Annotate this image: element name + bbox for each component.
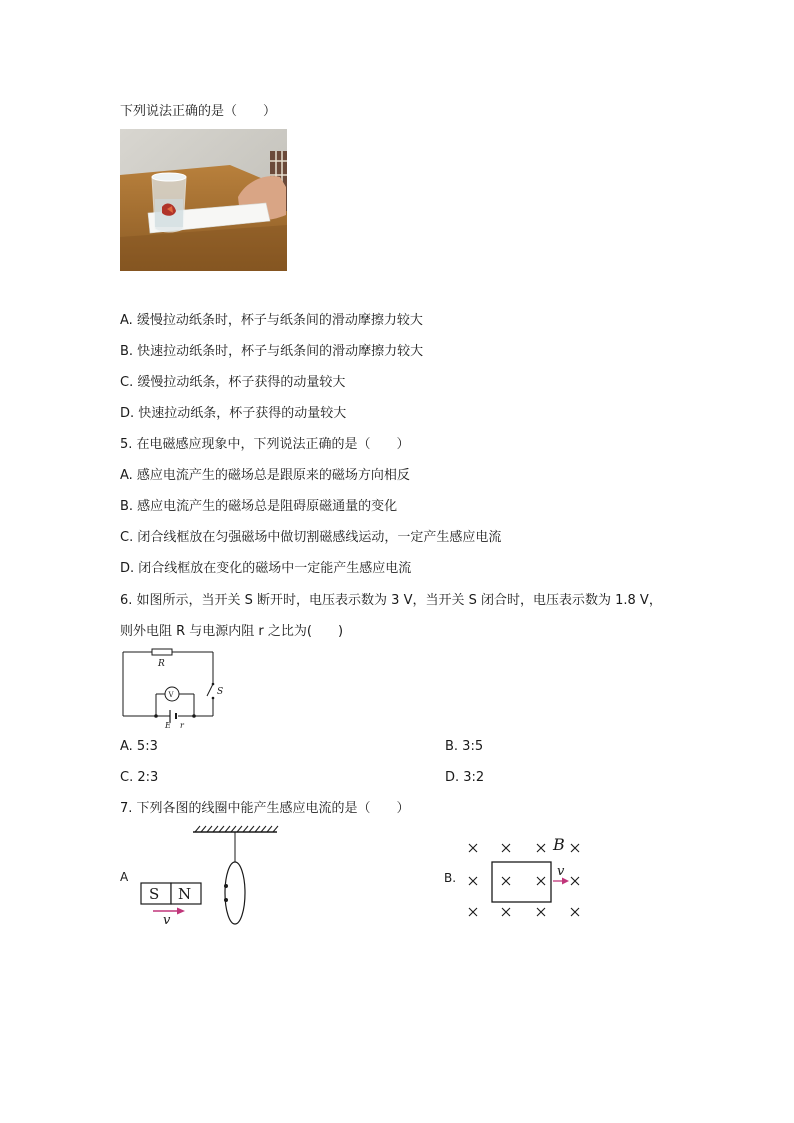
q4-option-c: C. 缓慢拉动纸条，杯子获得的动量较大 <box>120 375 346 390</box>
q6-stem-line2: 则外电阻 R 与电源内阻 r 之比为( ) <box>120 624 344 639</box>
q5-stem: 5. 在电磁感应现象中，下列说法正确的是（ ） <box>120 437 410 452</box>
label-r: r <box>180 721 184 730</box>
cup-paper-photo <box>120 129 287 271</box>
circuit-diagram <box>118 646 230 730</box>
q6-option-c: C. 2:3 <box>120 770 159 785</box>
q6-option-d: D. 3:2 <box>445 770 485 785</box>
q6-option-a: A. 5:3 <box>120 739 158 754</box>
q4-option-d: D. 快速拉动纸条，杯子获得的动量较大 <box>120 406 347 421</box>
magnet-s-pole: S <box>149 885 160 903</box>
figure-b-label: B. <box>444 871 457 885</box>
q5-option-b: B. 感应电流产生的磁场总是阻碍原磁通量的变化 <box>120 499 398 514</box>
q4-stem: 下列说法正确的是（ ） <box>120 104 277 119</box>
velocity-label-a: v <box>163 913 171 928</box>
figure-a-magnet-coil <box>115 824 285 928</box>
figure-a-label: A <box>120 870 129 884</box>
magnet-n-pole: N <box>178 885 192 903</box>
q5-option-c: C. 闭合线框放在匀强磁场中做切割磁感线运动，一定产生感应电流 <box>120 530 502 545</box>
q7-stem: 7. 下列各图的线圈中能产生感应电流的是（ ） <box>120 801 410 816</box>
q4-option-a: A. 缓慢拉动纸条时，杯子与纸条间的滑动摩擦力较大 <box>120 313 423 328</box>
q5-option-a: A. 感应电流产生的磁场总是跟原来的磁场方向相反 <box>120 468 410 483</box>
label-S: S <box>217 687 224 697</box>
q4-option-b: B. 快速拉动纸条时，杯子与纸条间的滑动摩擦力较大 <box>120 344 424 359</box>
velocity-label-b: v <box>557 864 565 879</box>
figure-b-loop-field <box>440 832 590 924</box>
label-R: R <box>158 659 165 669</box>
q6-stem-line1: 6. 如图所示，当开关 S 断开时，电压表示数为 3 V，当开关 S 闭合时，电压表示数为 1.8 V， <box>120 593 662 608</box>
q5-option-d: D. 闭合线框放在变化的磁场中一定能产生感应电流 <box>120 561 412 576</box>
voltmeter-symbol: V <box>168 691 174 699</box>
field-label-b: B <box>553 835 565 854</box>
q6-option-b: B. 3:5 <box>445 739 484 754</box>
label-E: E <box>165 721 171 730</box>
